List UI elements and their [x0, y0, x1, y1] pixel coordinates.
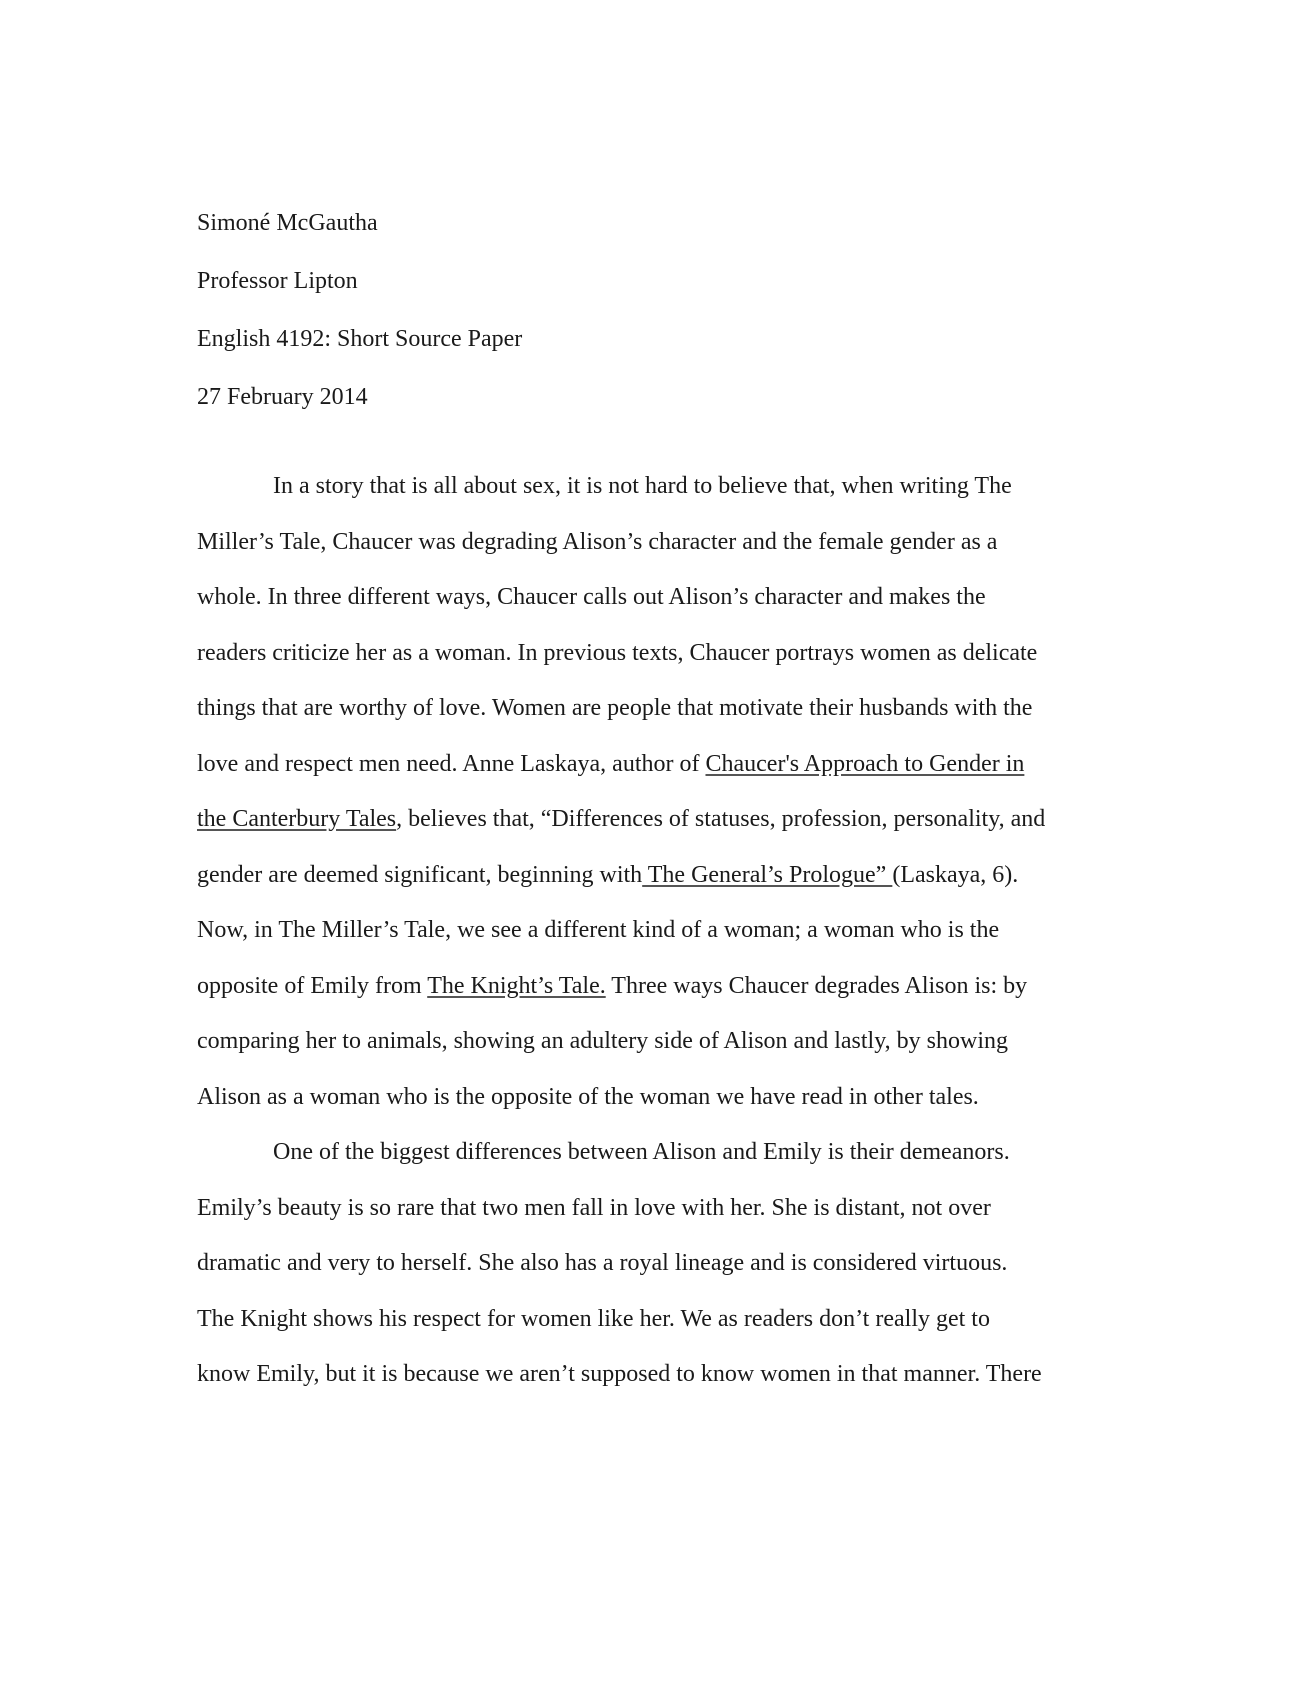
paragraph-1-line-12: Alison as a woman who is the opposite of the woman we have read in other tales.: [197, 1084, 979, 1110]
paragraph-2-line-5: know Emily, but it is because we aren’t supposed to know women in that manner. There: [197, 1361, 1042, 1387]
text-run: love and respect men need. Anne Laskaya, author of: [197, 751, 706, 777]
paragraph-1-line-3: whole. In three different ways, Chaucer calls out Alison’s character and makes the: [197, 584, 986, 610]
paragraph-2-line-4: The Knight shows his respect for women like her. We as readers don’t really get to: [197, 1306, 990, 1332]
text-run: , believes that, “Differences of statuses, profession, personality, and: [396, 806, 1046, 832]
paragraph-1-line-1: In a story that is all about sex, it is not hard to believe that, when writing The: [273, 473, 1012, 499]
paragraph-1-line-2: Miller’s Tale, Chaucer was degrading Alison’s character and the female gender as a: [197, 529, 998, 555]
paragraph-1-line-11: comparing her to animals, showing an adultery side of Alison and lastly, by showing: [197, 1028, 1008, 1054]
paragraph-2-line-3: dramatic and very to herself. She also has a royal lineage and is considered virtuous.: [197, 1250, 1008, 1276]
paragraph-1-line-7: [197, 804, 1045, 834]
paragraph-1-line-4: readers criticize her as a woman. In previous texts, Chaucer portrays women as delicate: [197, 640, 1038, 666]
text-run: gender are deemed significant, beginning with: [197, 862, 643, 888]
paragraph-1-line-9: Now, in The Miller’s Tale, we see a different kind of a woman; a woman who is the: [197, 917, 1000, 943]
paragraph-2-line-1: One of the biggest differences between Alison and Emily is their demeanors.: [273, 1139, 1010, 1165]
author-name: Simoné McGautha: [197, 210, 378, 236]
professor-name: Professor Lipton: [197, 268, 358, 294]
text-run: opposite of Emily from: [197, 973, 428, 999]
paper-date: 27 February 2014: [197, 384, 368, 410]
paragraph-1-line-5: things that are worthy of love. Women are people that motivate their husbands with the: [197, 695, 1033, 721]
paragraph-1-line-6: [197, 749, 1024, 779]
paragraph-2-line-2: Emily’s beauty is so rare that two men fall in love with her. She is distant, not over: [197, 1195, 991, 1221]
course-title: English 4192: Short Source Paper: [197, 326, 523, 352]
book-title-underlined: the Canterbury Tales: [197, 806, 397, 832]
book-title-underlined: Chaucer's Approach to Gender in: [705, 751, 1025, 777]
paragraph-1-line-10: [197, 971, 1027, 1001]
text-run: (Laskaya, 6).: [892, 862, 1019, 888]
prologue-title-underlined: The General’s Prologue”: [642, 862, 893, 888]
tale-title-underlined: The Knight’s Tale.: [427, 973, 606, 999]
paragraph-1-line-8: [197, 860, 1018, 890]
text-run: Three ways Chaucer degrades Alison is: by: [605, 973, 1028, 999]
paper-header: [197, 208, 522, 440]
